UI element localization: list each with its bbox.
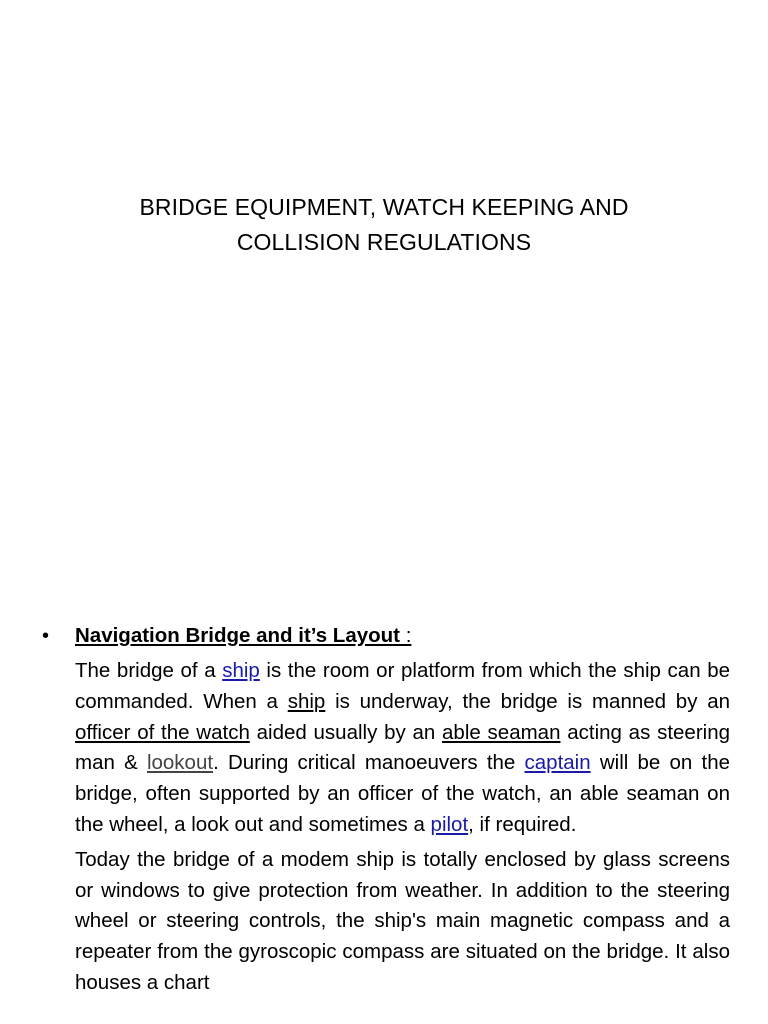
section-heading [75, 620, 411, 652]
slide-title-line-2: COLLISION REGULATIONS [236, 229, 532, 255]
link-pilot[interactable]: pilot [430, 812, 469, 836]
paragraph-text: is underway, the bridge is manned by an [325, 689, 731, 713]
bullet-icon: • [42, 625, 50, 647]
paragraph-text: will be on the bridge, often supported by an officer of the watch, an able seaman on the wheel, a look out and sometimes a [75, 751, 730, 836]
slide-title [70, 190, 698, 260]
link-able-seaman[interactable]: able seaman [442, 720, 561, 744]
link-ship-underway[interactable]: ship [287, 689, 326, 713]
paragraph-text: . During critical manoeuvers the [213, 751, 525, 775]
section-heading-colon: : [400, 624, 412, 647]
bullet-heading-line [40, 620, 730, 652]
paragraph-bridge-definition [75, 656, 730, 841]
section-heading-text: Navigation Bridge and it’s Layout [75, 624, 400, 647]
paragraph-text: aided usually by an [249, 720, 443, 744]
link-lookout[interactable]: lookout [146, 751, 214, 775]
paragraph-modern-bridge: Today the bridge of a modem ship is totally enclosed by glass screens or windows to give protection from weather. In addition to the steering wheel or steering controls, the ship's main magnetic compass and a repeater from the gyroscopic compass are situated on the bridge. It also houses a chart [75, 847, 730, 994]
link-officer-of-the-watch[interactable]: officer of the watch [75, 720, 250, 744]
slide-title-line-1: BRIDGE EQUIPMENT, WATCH KEEPING AND [139, 194, 629, 220]
link-ship[interactable]: ship [222, 659, 260, 682]
link-captain[interactable]: captain [524, 751, 591, 775]
paragraph-text: acting as steering man & [75, 720, 731, 775]
paragraph-text: The bridge of a [75, 659, 223, 682]
paragraph-text: is the room or platform from which the ship can be commanded. When a [75, 659, 730, 713]
paragraph-text: , if required. [468, 812, 577, 836]
content-bullet-block [40, 620, 730, 999]
